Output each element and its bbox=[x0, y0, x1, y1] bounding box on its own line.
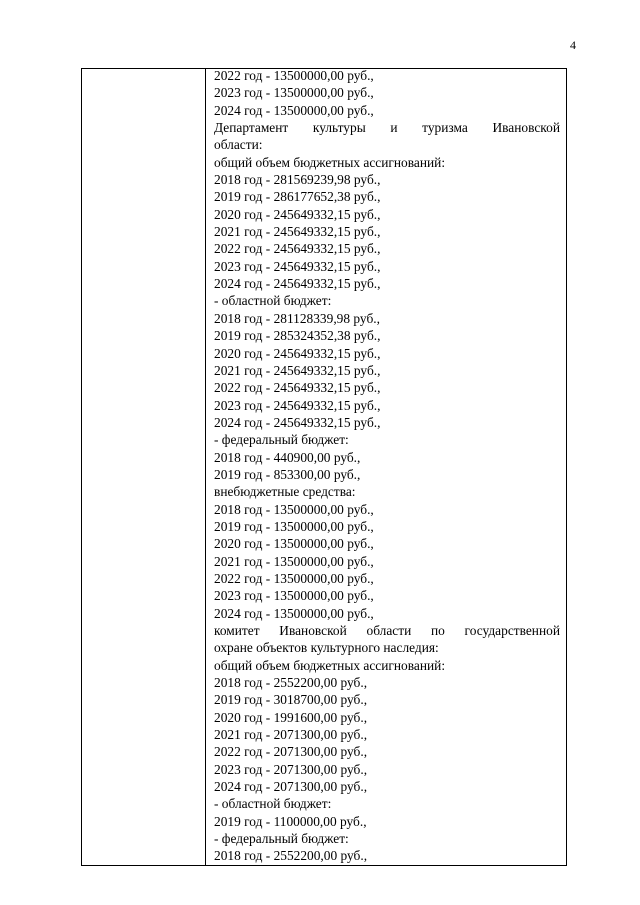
text-line: 2018 год - 281569239,98 руб., bbox=[214, 172, 381, 188]
page-number: 4 bbox=[570, 38, 576, 52]
text-line: 2024 год - 13500000,00 руб., bbox=[214, 605, 374, 621]
text-line: 2023 год - 2071300,00 руб., bbox=[214, 761, 368, 777]
text-line: - федеральный бюджет: bbox=[214, 831, 349, 847]
text-line: 2018 год - 440900,00 руб., bbox=[214, 449, 361, 465]
text-line: комитет Ивановской области по государственной bbox=[214, 623, 560, 638]
text-line: 2022 год - 245649332,15 руб., bbox=[214, 241, 381, 257]
text-line: 2021 год - 245649332,15 руб., bbox=[214, 224, 381, 240]
text-line: 2018 год - 13500000,00 руб., bbox=[214, 501, 374, 517]
text-line: общий объем бюджетных ассигнований: bbox=[214, 657, 446, 673]
text-line: 2019 год - 1100000,00 руб., bbox=[214, 813, 367, 829]
text-line: охране объектов культурного наследия: bbox=[214, 640, 439, 656]
text-line: 2024 год - 13500000,00 руб., bbox=[214, 102, 374, 118]
text-line: 2023 год - 13500000,00 руб., bbox=[214, 588, 374, 604]
text-line: 2024 год - 2071300,00 руб., bbox=[214, 779, 368, 795]
text-line: 2019 год - 3018700,00 руб., bbox=[214, 692, 368, 708]
text-line: 2022 год - 13500000,00 руб., bbox=[214, 68, 374, 83]
text-line: 2018 год - 281128339,98 руб., bbox=[214, 310, 380, 326]
text-line: - областной бюджет: bbox=[214, 796, 332, 812]
text-line: 2023 год - 13500000,00 руб., bbox=[214, 85, 374, 101]
text-line: 2021 год - 13500000,00 руб., bbox=[214, 553, 374, 569]
text-line: 2021 год - 245649332,15 руб., bbox=[214, 362, 381, 378]
text-line: 2024 год - 245649332,15 руб., bbox=[214, 414, 381, 430]
budget-table bbox=[81, 68, 567, 866]
text-line: 2020 год - 1991600,00 руб., bbox=[214, 709, 368, 725]
text-line: 2019 год - 285324352,38 руб., bbox=[214, 328, 381, 344]
text-line: 2020 год - 245649332,15 руб., bbox=[214, 206, 381, 222]
text-line: - областной бюджет: bbox=[214, 293, 332, 309]
text-line: 2021 год - 2071300,00 руб., bbox=[214, 727, 368, 743]
text-line: 2018 год - 2552200,00 руб., bbox=[214, 848, 368, 864]
text-line: области: bbox=[214, 137, 263, 153]
text-line: 2020 год - 245649332,15 руб., bbox=[214, 345, 381, 361]
text-line: общий объем бюджетных ассигнований: bbox=[214, 154, 446, 170]
text-line: 2022 год - 2071300,00 руб., bbox=[214, 744, 368, 760]
text-line: внебюджетные средства: bbox=[214, 484, 356, 500]
text-line: 2019 год - 853300,00 руб., bbox=[214, 466, 361, 482]
text-line: 2022 год - 245649332,15 руб., bbox=[214, 380, 381, 396]
text-line: 2018 год - 2552200,00 руб., bbox=[214, 675, 368, 691]
table-left-cell bbox=[82, 69, 206, 865]
text-line: 2019 год - 13500000,00 руб., bbox=[214, 518, 374, 534]
text-line: Департамент культуры и туризма Ивановской bbox=[214, 120, 560, 136]
table-right-cell bbox=[214, 67, 560, 865]
text-line: 2022 год - 13500000,00 руб., bbox=[214, 570, 374, 586]
text-line: 2023 год - 245649332,15 руб., bbox=[214, 397, 381, 413]
text-line: 2024 год - 245649332,15 руб., bbox=[214, 276, 381, 292]
text-line: - федеральный бюджет: bbox=[214, 432, 349, 448]
text-line: 2023 год - 245649332,15 руб., bbox=[214, 258, 381, 274]
text-line: 2019 год - 286177652,38 руб., bbox=[214, 189, 381, 205]
text-line: 2020 год - 13500000,00 руб., bbox=[214, 536, 374, 552]
